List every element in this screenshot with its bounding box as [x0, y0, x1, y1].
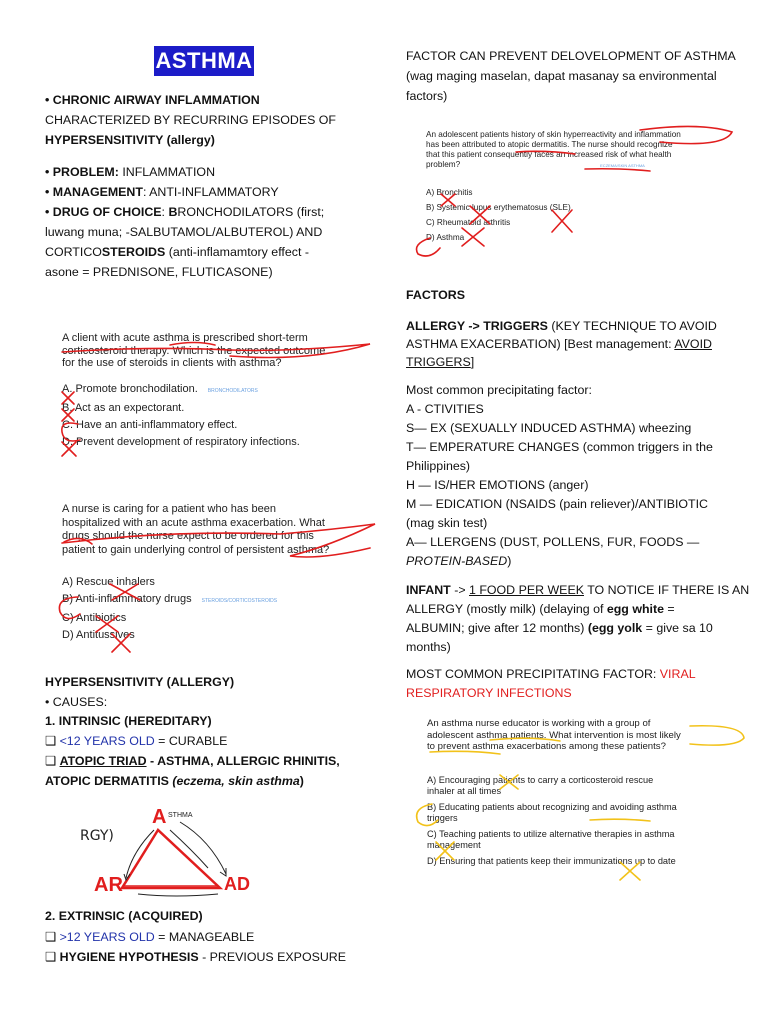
q4-option-b-2: triggers [427, 812, 458, 823]
q2-text-2: hospitalized with an acute asthma exacerbation. What [62, 516, 325, 529]
q1-option-b: B. Act as an expectorant. [62, 401, 185, 414]
factor-line-3: factors) [406, 89, 448, 103]
diagram-label-left: RGY) [80, 828, 114, 844]
problem-value: INFLAMMATION [118, 165, 216, 179]
atopic-triad-c: (eczema, skin asthma [172, 774, 300, 788]
definition-line-1: • CHRONIC AIRWAY INFLAMMATION [45, 93, 260, 107]
q3-option-b: B) Systemic lupus erythematosus (SLE) [426, 203, 571, 212]
drug-line-4: asone = PREDNISONE, FLUTICASONE) [45, 265, 273, 279]
infant-text-3a: ALBUMIN; give after 12 months) [406, 621, 588, 635]
factor-line-2: (wag maging maselan, dapat masanay sa environmental [406, 69, 717, 83]
drug-line-3 [45, 242, 309, 262]
q3-text-4 [426, 160, 736, 171]
over-12-line [45, 927, 254, 947]
factor-line-1: FACTOR CAN PREVENT DELOVELOPMENT OF ASTHMA [406, 49, 736, 63]
q1-text-2: corticosteroid therapy. Which is the expected outcome [62, 344, 326, 357]
q2-text-1: A nurse is caring for a patient who has been [62, 503, 277, 515]
atopic-triad-a: - ASTHMA, ALLERGIC RHINITIS, [146, 754, 340, 768]
drug-line [45, 202, 324, 222]
q4-text-1: An asthma nurse educator is working with a group of [427, 718, 651, 729]
allergy-text-1: (KEY TECHNIQUE TO AVOID [547, 319, 717, 333]
precip-m-2: (mag skin test) [406, 516, 488, 530]
q2-text-4: patient to gain underlying control of persistent asthma? [62, 543, 330, 556]
infant-label: INFANT [406, 583, 451, 597]
drug-b: B [168, 205, 178, 219]
infant-text-2a: ALLERGY (mostly milk) (delaying of [406, 602, 607, 616]
q1-option-c: C. Have an anti-inflammatory effect. [62, 418, 238, 431]
q4-option-c-1: C) Teaching patients to utilize alternative therapies in asthma [427, 828, 675, 839]
question-4-image [427, 718, 737, 867]
drug-value: RONCHODILATORS (first; [177, 205, 325, 219]
precip-al-2a: PROTEIN-BASED [406, 554, 508, 568]
question-1-image [62, 332, 372, 451]
diagram-label-ad: AD [224, 874, 250, 894]
q2-option-b-tag: STEROIDS/CORTICOSTEROIDS [201, 598, 278, 604]
management-label: • MANAGEMENT [45, 185, 143, 199]
hyper-heading: HYPERSENSITIVITY (ALLERGY) [45, 675, 235, 689]
triad-triangle-icon [80, 800, 260, 900]
q3-option-d: D) Asthma [426, 233, 465, 242]
hygiene-label: HYGIENE HYPOTHESIS [59, 950, 199, 964]
q3-text-4-label: problem? [426, 160, 461, 169]
allergy-line-2 [406, 334, 712, 354]
q2-option-a: A) Rescue inhalers [62, 576, 155, 588]
q3-text-2: has been attributed to atopic dermatitis. The nurse should recognize [426, 140, 673, 149]
problem-label: • PROBLEM: [45, 165, 119, 179]
atopic-triad-diagram [80, 800, 260, 900]
q3-option-c: C) Rheumatoid arthritis [426, 218, 511, 227]
precip-al-2b: ) [507, 554, 512, 568]
atopic-triad-line-2 [45, 771, 304, 791]
atopic-triad-line [45, 751, 340, 771]
q1-option-a-text: A. Promote bronchodilation. [62, 382, 198, 395]
egg-white: egg white [606, 602, 664, 616]
precip-al-1: A— LLERGENS (DUST, POLLENS, FUR, FOODS — [406, 535, 700, 549]
infant-text-2b: = [663, 602, 675, 616]
definition-line-3: HYPERSENSITIVITY (allergy) [45, 133, 215, 147]
checkbox-icon: ❑ [45, 754, 60, 768]
egg-yolk: (egg yolk [587, 621, 643, 635]
question-3-image [426, 130, 736, 245]
q1-option-a [62, 381, 372, 400]
hygiene-value: - PREVIOUS EXPOSURE [198, 950, 347, 964]
precip-heading: Most common precipitating factor: [406, 383, 592, 397]
allergy-text-2: ASTHMA EXACERBATION) [Best management: [406, 337, 675, 351]
checkbox-icon: ❑ [45, 734, 60, 748]
q1-text-3: for the use of steroids in clients with asthma? [62, 357, 282, 369]
infant-line-4: months) [406, 640, 451, 654]
q4-option-a-2: inhaler at all times [427, 785, 502, 796]
atopic-triad-label: ATOPIC TRIAD [59, 754, 147, 768]
definition-line-2: CHARACTERIZED BY RECURRING EPISODES OF [45, 113, 336, 127]
q3-text-3: that this patient consequently faces an increased risk of what health [426, 150, 672, 159]
factors-heading: FACTORS [406, 288, 465, 302]
q3-option-a: A) Bronchitis [426, 188, 473, 197]
allergy-label: ALLERGY -> TRIGGERS [406, 319, 548, 333]
drug-label: • DRUG OF CHOICE [45, 205, 162, 219]
q2-option-c: C) Antibiotics [62, 612, 127, 624]
precip-s: S— EX (SEXUALLY INDUCED ASTHMA) wheezing [406, 421, 692, 435]
under-12-line [45, 731, 227, 751]
problem-line [45, 162, 215, 182]
precip-a: A - CTIVITIES [406, 402, 484, 416]
allergy-line-3 [406, 352, 474, 372]
infant-arrow: -> [450, 583, 469, 597]
over-12-value: = MANAGEABLE [154, 930, 255, 944]
drug-line-3b: STEROIDS [101, 245, 166, 259]
allergy-triggers: TRIGGERS [406, 355, 471, 369]
infant-line-1 [406, 580, 749, 600]
viral-value-2: RESPIRATORY INFECTIONS [406, 686, 572, 700]
intrinsic-label: 1. INTRINSIC (HEREDITARY) [45, 714, 212, 728]
q4-option-b-1: B) Educating patients about recognizing and avoiding asthma [427, 801, 677, 812]
q3-tag: ECZEMA/SKIN ASTHMA [600, 163, 645, 168]
checkbox-icon: ❑ [45, 930, 60, 944]
drug-line-3c: (anti-inflamamtory effect - [165, 245, 309, 259]
infant-text-3b: = give sa 10 [642, 621, 713, 635]
infant-line-3 [406, 618, 713, 638]
drug-sep: : [161, 205, 169, 219]
precip-t-1: T— EMPERATURE CHANGES (common triggers in the [406, 440, 713, 454]
allergy-close: ] [470, 355, 475, 369]
drug-line-2: luwang muna; -SALBUTAMOL/ALBUTEROL) AND [45, 225, 323, 239]
q4-text-3: to prevent asthma exacerbations among these patients? [427, 741, 666, 752]
q2-text-3: drugs should the nurse expect to be ordered for this [62, 530, 314, 542]
viral-line-1 [406, 664, 696, 684]
under-12-value: = CURABLE [154, 734, 228, 748]
infant-text-1: TO NOTICE IF THERE IS AN [583, 583, 750, 597]
precip-al-2 [406, 551, 511, 571]
q1-option-d: D. Prevent development of respiratory infections. [62, 435, 300, 448]
diagram-label-top: STHMA [168, 812, 193, 819]
diagram-label-ar: AR [94, 874, 123, 896]
viral-label: MOST COMMON PRECIPITATING FACTOR: [406, 667, 660, 681]
diagram-label-a: A [152, 806, 167, 828]
precip-t-2: Philippines) [406, 459, 471, 473]
atopic-triad-b: ATOPIC DERMATITIS [45, 774, 173, 788]
over-12-label: >12 YEARS OLD [59, 930, 155, 944]
allergy-avoid: AVOID [674, 337, 712, 351]
checkbox-icon: ❑ [45, 950, 60, 964]
causes-label: • CAUSES: [45, 695, 108, 709]
q4-option-a-1: A) Encouraging patients to carry a corticosteroid rescue [427, 774, 654, 785]
question-2-image [62, 503, 372, 644]
q2-option-d: D) Antitussives [62, 629, 135, 641]
q1-option-a-tag: BRONCHODILATORS [207, 387, 258, 394]
q4-text-2: adolescent asthma patients. What intervention is most likely [427, 729, 681, 741]
page-title: ASTHMA [154, 46, 254, 76]
precip-m-1: M — EDICATION (NSAIDS (pain reliever)/ANTIBIOTIC [406, 497, 709, 511]
q4-option-d: D) Ensuring that patients keep their immunizations up to date [427, 855, 676, 866]
viral-value-1: VIRAL [659, 667, 696, 681]
q2-option-b-text: B) Anti-inflammatory drugs [62, 593, 192, 605]
management-line [45, 182, 279, 202]
hygiene-line [45, 947, 346, 967]
atopic-triad-d: ) [299, 774, 304, 788]
extrinsic-label: 2. EXTRINSIC (ACQUIRED) [45, 909, 203, 923]
precip-h: H — IS/HER EMOTIONS (anger) [406, 478, 589, 492]
management-value: : ANTI-INFLAMMATORY [142, 185, 279, 199]
drug-line-3a: CORTICO [45, 245, 102, 259]
infant-line-2 [406, 599, 675, 619]
allergy-line-1 [406, 316, 717, 336]
infant-food: 1 FOOD PER WEEK [469, 583, 584, 597]
q2-option-b [62, 591, 372, 610]
q4-option-c-2: management [427, 839, 481, 850]
under-12-label: <12 YEARS OLD [59, 734, 155, 748]
q3-text-1: An adolescent patients history of skin hyperreactivity and inflammation [426, 130, 681, 139]
q1-text-1: A client with acute asthma is prescribed short-term [62, 332, 308, 344]
